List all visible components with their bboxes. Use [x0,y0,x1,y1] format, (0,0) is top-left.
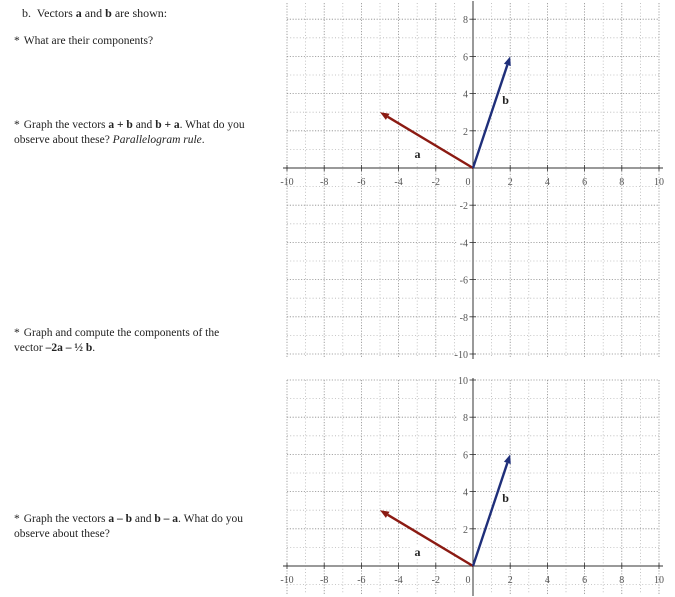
vector-a-label: a [414,147,421,162]
period: . [92,342,96,354]
y-tick-label: 2 [463,126,468,138]
y-tick-label: 6 [463,52,468,64]
question-text: Graph and compute the components of the vector [14,327,220,354]
vector-b-label: b [502,93,509,108]
expr-a-minus-b: a – b [108,513,133,525]
vector-b-arrowhead [504,56,511,66]
graph-ticks [280,0,664,361]
vector-b-shaft [473,65,507,168]
bullet: * [14,513,20,525]
x-tick-label: 2 [507,575,513,586]
x-tick-label: -6 [357,177,366,188]
x-tick-label: 10 [654,177,664,188]
question-text: . What do you observe about these? [14,513,243,540]
x-tick-label: -2 [431,575,440,586]
x-tick-label: -8 [320,177,329,188]
x-tick-label: 6 [582,575,588,586]
question-parallelogram [14,118,254,148]
period: . [201,134,205,146]
vector-b-shaft [473,463,507,566]
vector-a-arrowhead [380,112,390,120]
x-tick-label: 8 [619,575,625,586]
question-text: Graph the vectors [23,119,106,131]
vector-a-label: a [414,545,421,560]
x-tick-label: -10 [280,177,294,188]
vector-b-label: b [105,6,112,20]
graph-ticks [280,375,664,586]
heading-intro: Vectors [36,6,73,20]
x-tick-label: -6 [357,575,366,586]
x-tick-label: 8 [619,177,625,188]
x-tick-label: 4 [544,177,550,188]
question-difference [14,512,254,542]
vector-b-label: b [502,491,509,506]
vector-b-arrowhead [504,454,511,464]
expr-b-minus-a: b – a [154,513,179,525]
y-tick-label: -4 [459,238,468,250]
y-tick-label: 4 [463,89,468,101]
x-tick-label: -4 [394,177,403,188]
y-tick-label: -2 [459,201,468,213]
question-text: . What do you observe about these? [14,119,245,146]
bullet: * [14,119,20,131]
y-tick-label: 4 [463,487,468,499]
x-tick-label: -10 [280,575,294,586]
y-tick-label: -8 [459,312,468,324]
x-tick-label: 10 [654,575,664,586]
question-and: and [134,513,152,525]
problem-heading [22,6,167,21]
expr-b-plus-a: b + a [155,119,180,131]
graph-vectors-a-b-difference [280,375,675,597]
expr-neg2a-minus-half-b: –2a – ½ b [45,342,93,354]
x-tick-label: 0 [465,575,471,586]
bullet: * [14,327,20,339]
y-tick-label: 10 [458,376,468,387]
heading-and: and [84,6,103,20]
question-linear-combination [14,326,244,356]
y-tick-label: 8 [463,15,468,27]
question-text: What are their components? [23,35,154,47]
vector-a-shaft [388,515,473,566]
graph-vectors-a-b [280,0,675,362]
y-tick-label: -10 [454,350,468,361]
vector-a-label: a [75,6,82,20]
problem-label: b. [22,6,31,20]
x-tick-label: 0 [465,177,471,188]
question-and: and [135,119,153,131]
vector-a-shaft [388,117,473,168]
x-tick-label: -4 [394,575,403,586]
y-tick-label: 2 [463,524,468,536]
parallelogram-rule: Parallelogram rule [112,134,202,146]
x-tick-label: -2 [431,177,440,188]
heading-tail: are shown: [114,6,168,20]
y-tick-label: 6 [463,450,468,462]
question-text: Graph the vectors [23,513,106,525]
x-tick-label: 4 [544,575,550,586]
x-tick-label: 2 [507,177,513,188]
vector-a-arrowhead [380,510,390,518]
graph-axes [283,1,663,359]
x-tick-label: -8 [320,575,329,586]
y-tick-label: -6 [459,275,468,287]
expr-a-plus-b: a + b [108,119,133,131]
y-tick-label: 8 [463,413,468,425]
x-tick-label: 6 [582,177,588,188]
bullet: * [14,35,20,47]
question-components [14,34,254,49]
